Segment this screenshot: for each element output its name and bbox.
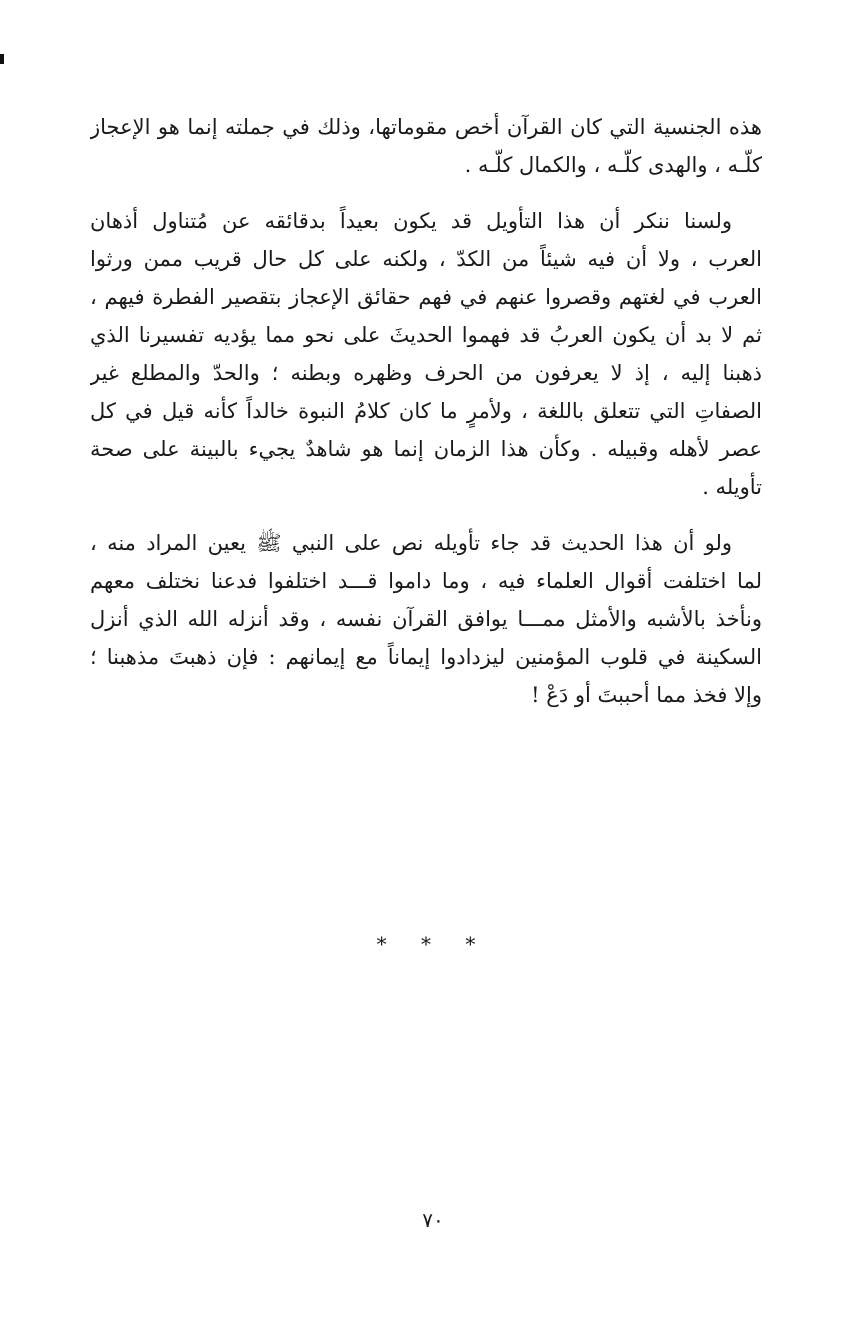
page-number: ٧٠: [422, 1208, 444, 1232]
body-text: [90, 108, 762, 714]
paragraph-3: [90, 524, 762, 714]
text-line: تأويله .: [702, 475, 762, 499]
text-line: ولو أن هذا الحديث قد جاء تأويله نص على النبي ﷺ يعين المراد منه ،: [90, 531, 732, 555]
text-line: العرب ، ولا أن فيه شيئاً من الكدّ ، ولكنه على كل حال قريب ممن ورثوا: [90, 247, 762, 271]
text-line: العرب في لغتهم وقصروا عنهم في فهم حقائق الإعجاز بتقصير الفطرة فيهم ،: [90, 285, 762, 309]
text-line: هذه الجنسية التي كان القرآن أخص مقوماتها، وذلك في جملته إنما هو الإعجاز: [90, 115, 762, 139]
text-line: عصر لأهله وقبيله . وكأن هذا الزمان إنما هو شاهدٌ يجيء بالبينة على صحة: [90, 437, 762, 461]
text-line: ذهبنا إليه ، إذ لا يعرفون من الحرف وظهره وبطنه ؛ والحدّ والمطلع غير: [90, 361, 762, 385]
scan-edge-mark: [0, 54, 4, 64]
section-separator: * * *: [376, 932, 490, 956]
text-line: السكينة في قلوب المؤمنين ليزدادوا إيماناً مع إيمانهم : فإن ذهبتَ مذهبنا ؛: [90, 645, 762, 669]
paragraph-1: [90, 108, 762, 184]
text-line: كلّـه ، والهدى كلّـه ، والكمال كلّـه .: [464, 153, 762, 177]
text-line: ثم لا بد أن يكون العربُ قد فهموا الحديثَ على نحو مما يؤديه تفسيرنا الذي: [90, 323, 762, 347]
text-line: ولسنا ننكر أن هذا التأويل قد يكون بعيداً بدقائقه عن مُتناول أذهان: [90, 209, 732, 233]
paragraph-2: [90, 202, 762, 506]
text-line: وإلا فخذ مما أحببتَ أو دَعْ !: [531, 683, 762, 707]
text-line: ونأخذ بالأشبه والأمثل ممـــا يوافق القرآن نفسه ، وقد أنزله الله الذي أنزل: [90, 607, 762, 631]
text-line: الصفاتِ التي تتعلق باللغة ، ولأمرٍ ما كان كلامُ النبوة خالداً كأنه قيل في كل: [90, 399, 762, 423]
text-line: لما اختلفت أقوال العلماء فيه ، وما داموا قـــد اختلفوا فدعنا نختلف معهم: [90, 569, 762, 593]
